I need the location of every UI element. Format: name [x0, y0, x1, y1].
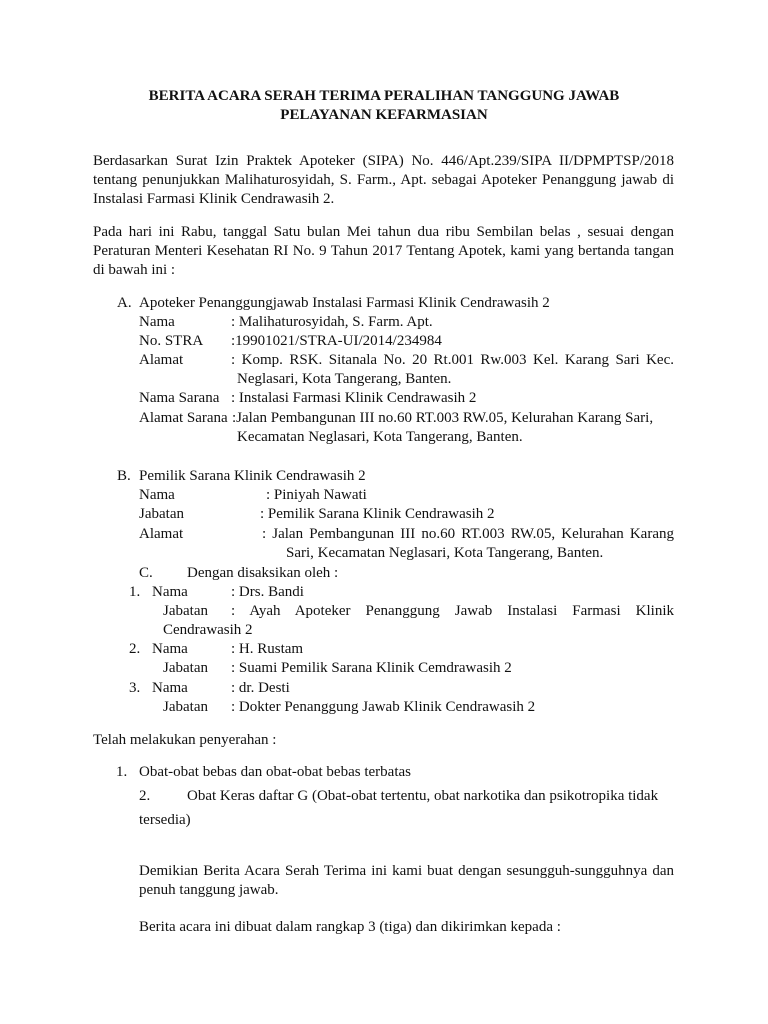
witness-1-value-jabatan-cont: Cendrawasih 2 — [163, 622, 253, 638]
witness-2-number: 2. — [129, 641, 141, 657]
section-a-value-alamat: : Komp. RSK. Sitanala No. 20 Rt.001 Rw.003 Kel. Karang Sari Kec. — [231, 352, 674, 368]
section-a-value-alamat-sarana: :Jalan Pembangunan III no.60 RT.003 RW.05, Kelurahan Karang Sari, — [232, 410, 654, 426]
witness-3-value-jabatan: : Dokter Penanggung Jawab Klinik Cendrawasih 2 — [231, 699, 536, 715]
section-a-value-stra: :19901021/STRA-UI/2014/234984 — [231, 333, 442, 349]
handover-item-2-text: Obat Keras daftar G (Obat-obat tertentu, obat narkotika dan psikotropika tidak — [187, 788, 659, 804]
section-a-label-nama: Nama — [139, 314, 175, 330]
witness-2-label-jabatan: Jabatan — [163, 660, 208, 676]
witness-1-number: 1. — [129, 584, 141, 600]
section-b-value-alamat-cont: Sari, Kecamatan Neglasari, Kota Tangerang, Banten. — [286, 545, 604, 561]
section-b-value-jabatan: : Pemilik Sarana Klinik Cendrawasih 2 — [260, 506, 495, 522]
witness-2-value-jabatan: : Suami Pemilik Sarana Klinik Cemdrawasih 2 — [231, 660, 512, 676]
section-a-label-nama-sarana: Nama Sarana — [139, 390, 220, 406]
section-c-heading: Dengan disaksikan oleh : — [187, 565, 339, 581]
witness-2-value-nama: : H. Rustam — [231, 641, 304, 657]
witness-2-label-nama: Nama — [152, 641, 188, 657]
intro-paragraph-date: Pada hari ini Rabu, tanggal Satu bulan Mei tahun dua ribu Sembilan belas , sesuai dengan Peraturan Menteri Kesehatan RI No. 9 Tahun 2017 Tentang Apotek, kami yang bertanda tangan di bawah ini : — [93, 224, 674, 278]
witness-3-label-nama: Nama — [152, 680, 188, 696]
handover-item-2-number: 2. — [139, 788, 151, 804]
witness-3-number: 3. — [129, 680, 141, 696]
section-b-label-jabatan: Jabatan — [139, 506, 184, 522]
section-a-value-alamat-sarana-cont: Kecamatan Neglasari, Kota Tangerang, Banten. — [237, 429, 523, 445]
section-a-value-nama-sarana: : Instalasi Farmasi Klinik Cendrawasih 2 — [231, 390, 477, 406]
witness-3-value-nama: : dr. Desti — [231, 680, 290, 696]
section-b-marker: B. — [117, 468, 131, 484]
witness-1-value-jabatan: : Ayah Apoteker Penanggung Jawab Instalasi Farmasi Klinik — [231, 603, 674, 619]
closing-paragraph-statement: Demikian Berita Acara Serah Terima ini kami buat dengan sesungguh-sungguhnya dan penuh tanggung jawab. — [139, 863, 674, 898]
witness-3-label-jabatan: Jabatan — [163, 699, 208, 715]
section-b-label-alamat: Alamat — [139, 526, 184, 542]
handover-item-1-text: Obat-obat bebas dan obat-obat bebas terbatas — [139, 764, 411, 780]
witness-1-label-jabatan: Jabatan — [163, 603, 208, 619]
section-b-value-nama: : Piniyah Nawati — [266, 487, 367, 503]
handover-item-2-text-cont: tersedia) — [139, 812, 191, 828]
section-a-value-nama: : Malihaturosyidah, S. Farm. Apt. — [231, 314, 433, 330]
section-a-label-alamat: Alamat — [139, 352, 184, 368]
intro-paragraph-sipa: Berdasarkan Surat Izin Praktek Apoteker (SIPA) No. 446/Apt.239/SIPA II/DPMPTSP/2018 tentang penunjukkan Malihaturosyidah, S. Farm., Apt. sebagai Apoteker Penanggung jawab di Instalasi Farmasi Klinik Cendrawasih 2. — [93, 153, 674, 207]
section-a-value-alamat-cont: Neglasari, Kota Tangerang, Banten. — [237, 371, 452, 387]
section-a-label-stra: No. STRA — [139, 333, 204, 349]
section-b-value-alamat: : Jalan Pembangunan III no.60 RT.003 RW.05, Kelurahan Karang — [262, 526, 674, 542]
section-b-label-nama: Nama — [139, 487, 175, 503]
section-a-label-alamat-sarana: Alamat Sarana — [139, 410, 228, 426]
handover-item-1-number: 1. — [116, 764, 128, 780]
section-a-heading: Apoteker Penanggungjawab Instalasi Farmasi Klinik Cendrawasih 2 — [139, 295, 550, 311]
witness-1-label-nama: Nama — [152, 584, 188, 600]
section-b-heading: Pemilik Sarana Klinik Cendrawasih 2 — [139, 468, 366, 484]
section-c-marker: C. — [139, 565, 153, 581]
document-title-line-1: BERITA ACARA SERAH TERIMA PERALIHAN TANGGUNG JAWAB — [148, 88, 620, 104]
handover-intro: Telah melakukan penyerahan : — [93, 732, 277, 748]
closing-paragraph-copies: Berita acara ini dibuat dalam rangkap 3 (tiga) dan dikirimkan kepada : — [139, 919, 561, 935]
section-a-marker: A. — [117, 295, 132, 311]
document-title-line-2: PELAYANAN KEFARMASIAN — [280, 107, 488, 123]
witness-1-value-nama: : Drs. Bandi — [231, 584, 304, 600]
